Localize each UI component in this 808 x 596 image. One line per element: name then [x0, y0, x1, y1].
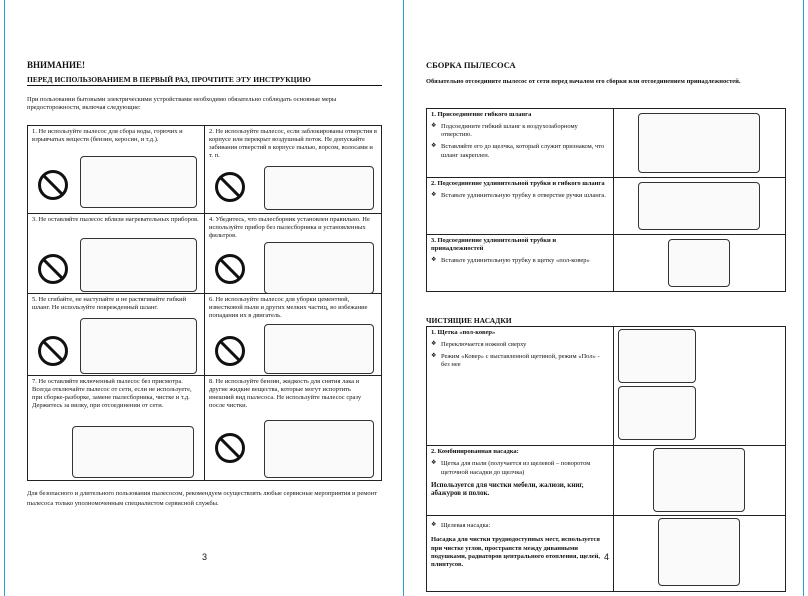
rule-2: 2. Не используйте пылесос, если заблокированы отверстия в корпусе или перекрыт воздушный поток. Не допускайте забивания отверстий в корпусе пылью, ворсом, волосами и т. п. [209, 128, 377, 160]
left-heading: ВНИМАНИЕ! [27, 60, 85, 70]
chemicals-illustration [80, 156, 197, 208]
nozzle-1-cell [427, 327, 614, 446]
brush-attach-illustration [668, 239, 730, 287]
page-number-right: 4 [604, 552, 610, 562]
floor-mode-illustration [618, 386, 696, 440]
nozzle-3-bullet-1: ❖ Щелевая насадка: [431, 522, 609, 530]
step-1-title: 1. Присоединение гибкого шланга [431, 111, 532, 118]
step-3-title: 3. Подсоединение удлинительной трубки и принадлежностей [431, 237, 557, 253]
radiator-illustration [658, 518, 740, 586]
left-intro: При пользовании бытовыми электрическими устройствами необходимо обязательно соблюдать основные меры предосторожности, включая следующие: [27, 96, 337, 111]
tube-attach-illustration [638, 182, 760, 230]
blocked-hose-illustration [264, 166, 374, 210]
hose-damage-illustration [80, 318, 197, 374]
rule-6: 6. Не используйте пылесос для уборки цементной, известковой пыли и других мелких частиц, во избежание попадания их в двигатель. [209, 296, 368, 320]
nozzle-1-title: 1. Щетка «пол-ковер» [431, 329, 496, 336]
prohibition-icon [215, 254, 245, 284]
nozzle-2-usage: Используется для чистки мебели, жалюзи, книг, абажуров и полок. [431, 480, 584, 498]
step-2-bullet-1: ❖ Вставьте удлинительную трубку в отверстие ручки шланга. [431, 192, 609, 200]
rule-4: 4. Убедитесь, что пылесборник установлен правильно. Не используйте прибор без пылесборника и установленных фильтров. [209, 216, 370, 240]
nozzle-1-bullet-1: ❖ Переключается ножной сверху [431, 341, 609, 349]
nozzle-2-cell [427, 446, 614, 516]
prohibition-icon [38, 336, 68, 366]
prohibition-icon [38, 254, 68, 284]
prohibition-icon [215, 433, 245, 463]
rule-8: 8. Не используйте бензин, жидкость для снятия лака и другие жидкие вещества, которые могут испортить внешний вид пылесоса. Не используйте пылесос сразу после чистки. [209, 378, 362, 410]
step-1-bullet-1: ❖ Подсоедините гибкий шланг к воздухозаборному отверстию. [431, 123, 609, 139]
page-divider-right [803, 0, 804, 596]
step-1-cell [427, 109, 614, 178]
left-footer: Для безопасного и длительного пользования пылесосом, рекомендуем осуществлять любые сервисные мероприятия и ремонт пылесоса только уполномоченным специалистом сервисной службы. [27, 490, 377, 507]
curtain-illustration [653, 448, 745, 512]
rule-3: 3. Не оставляйте пылесос вблизи нагревательных приборов. [32, 216, 199, 223]
step-2-title: 2. Подсоединение удлинительной трубки и гибкого шланга [431, 180, 605, 187]
dust-bag-illustration [264, 242, 374, 294]
step-3-bullet-1: ❖ Вставьте удлинительную трубку в щетку «пол-ковер» [431, 257, 609, 265]
hose-attach-illustration [638, 113, 760, 173]
left-subheading: ПЕРЕД ИСПОЛЬЗОВАНИЕМ В ПЕРВЫЙ РАЗ, ПРОЧТИТЕ ЭТУ ИНСТРУКЦИЮ [27, 75, 382, 86]
page-number-left: 3 [202, 552, 208, 562]
unplug-illustration [72, 426, 194, 478]
nozzle-2-bullet-1: ❖ Щетка для пыли (получается из щелевой – поворотом щеточной насадки до щелчка) [431, 460, 609, 476]
solvents-illustration [264, 420, 374, 478]
step-2-cell [427, 178, 614, 235]
right-intro: Обязательно отсоедините пылесос от сети перед началом его сборки или отсоединением принадлежностей. [426, 78, 741, 85]
carpet-mode-illustration [618, 329, 696, 383]
right-page [404, 0, 803, 596]
nozzle-1-bullet-2: ❖ Режим «Ковер» с выставленной щетиной, режим «Пол» - без нее [431, 353, 609, 369]
right-heading: СБОРКА ПЫЛЕСОСА [426, 60, 516, 70]
step-3-cell [427, 235, 614, 292]
nozzle-2-title: 2. Комбинированная насадка: [431, 448, 519, 456]
prohibition-icon [215, 336, 245, 366]
left-page [5, 0, 403, 596]
prohibition-icon [215, 172, 245, 202]
nozzle-3-usage: Насадка для чистки труднодоступных мест, используется при чистке углов, пространств между диванными подушками, радиаторов центрального отопления, щелей, плинтусов. [431, 536, 600, 568]
rule-1: 1. Не используйте пылесос для сбора воды, горючих и взрывчатых веществ (бензин, керосин, и т.д.). [32, 128, 183, 144]
rule-7: 7. Не оставляйте включенный пылесос без присмотра. Всегда отключайте пылесос от сети, если не используете, при сборке-разборке, замене пылесборника, чистке и т.д. Держитесь за вилку, при отсоединении от сети. [32, 378, 192, 410]
assembly-table [426, 108, 786, 292]
heater-illustration [80, 238, 197, 292]
rule-5: 5. Не сгибайте, не наступайте и не растягивайте гибкий шланг. Не используйте поврежденный шланг. [32, 296, 187, 312]
prohibition-icon [38, 170, 68, 200]
step-1-bullet-2: ❖ Вставляйте его до щелчка, который служит признаком, что шланг закреплен. [431, 143, 609, 159]
nozzles-heading: ЧИСТЯЩИЕ НАСАДКИ [426, 316, 512, 325]
nozzle-3-cell [427, 516, 614, 592]
fine-dust-illustration [264, 324, 374, 374]
safety-rules-table [27, 125, 382, 481]
